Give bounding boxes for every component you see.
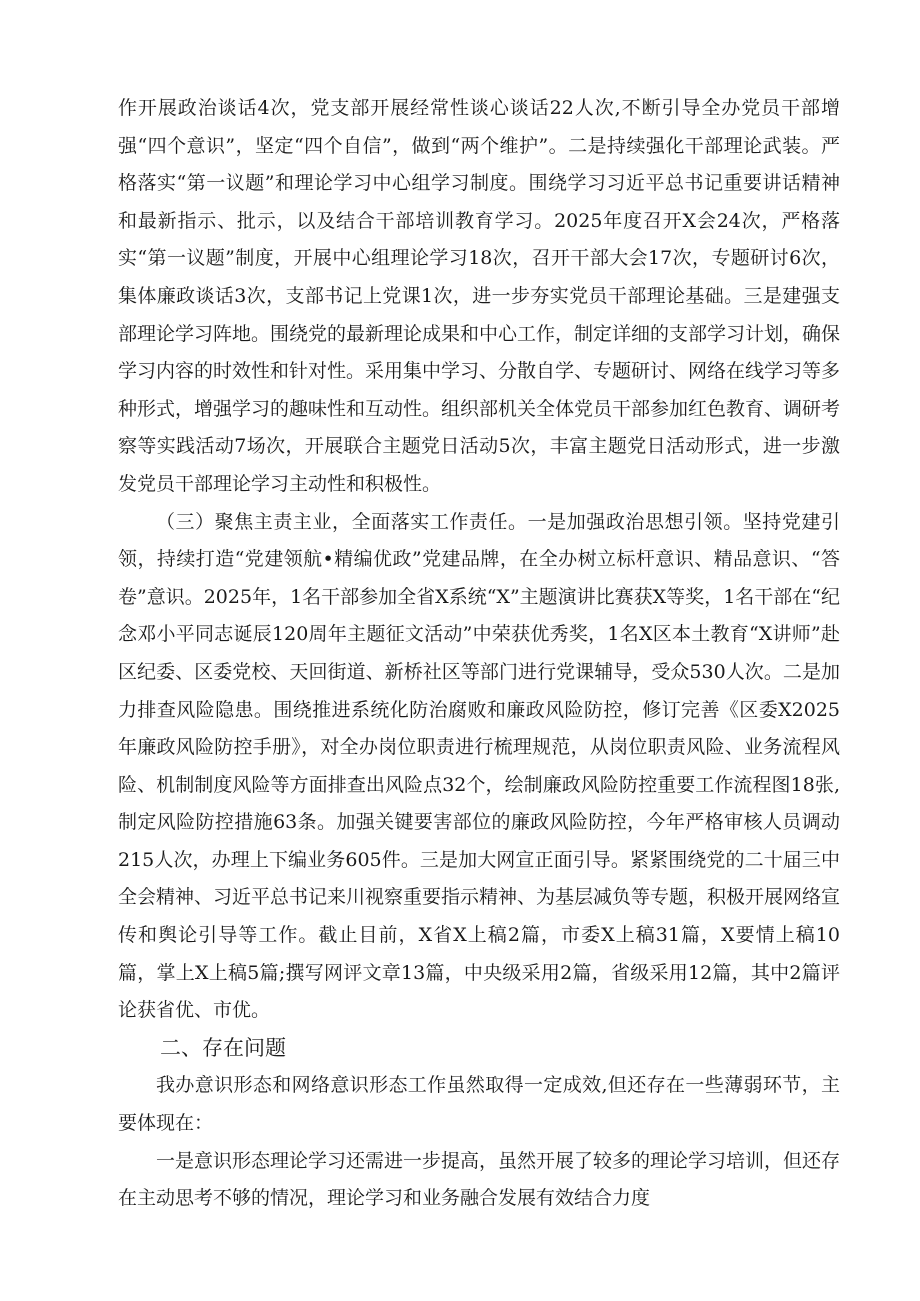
body-paragraph-section-three: （三）聚焦主责主业，全面落实工作责任。一是加强政治思想引领。坚持党建引领，持续打造“党建领航•精编优政”党建品牌，在全办树立标杆意识、精品意识、“答卷”意识。2025年，1名干部参加全省X系统“X”主题演讲比赛获X等奖，1名干部在“纪念邓小平同志诞辰120周年主题征文活动”中荣获优秀奖，1名X区本土教育“X讲师”赴区纪委、区委党校、天回街道、新桥社区等部门进行党课辅导，受众530人次。二是加力排查风险隐患。围绕推进系统化防治腐败和廉政风险防控，修订完善《区委X2025年廉政风险防控手册》，对全办岗位职责进行梳理规范，从岗位职责风险、业务流程风险、机制制度风险等方面排查出风险点32个，绘制廉政风险防控重要工作流程图18张,制定风险防控措施63条。加强关键要害部位的廉政风险防控，今年严格审核人员调动215人次，办理上下编业务605件。三是加大网宣正面引导。紧紧围绕党的二十届三中全会精神、习近平总书记来川视察重要指示精神、为基层减负等专题，积极开展网络宣传和舆论引导等工作。截止目前，X省X上稿2篇，市委X上稿31篇，X要情上稿10篇，掌上X上稿5篇;撰写网评文章13篇，中央级采用2篇，省级采用12篇，其中2篇评论获省优、市优。 [118, 510, 841, 1022]
body-paragraph-problems-intro: 我办意识形态和网络意识形态工作虽然取得一定成效,但还存在一些薄弱环节，主要体现在： [118, 1074, 840, 1135]
document-page [118, 90, 840, 1218]
body-paragraph-political-talks: 作开展政治谈话4次，党支部开展经常性谈心谈话22人次,不断引导全办党员干部增强“四个意识”，坚定“四个自信”，做到“两个维护”。二是持续强化干部理论武装。严格落实“第一议题”和理论学习中心组学习制度。围绕学习习近平总书记重要讲话精神和最新指示、批示，以及结合干部培训教育学习。2025年度召开X会24次，严格落实“第一议题”制度，开展中心组理论学习18次，召开干部大会17次，专题研讨6次，集体廉政谈话3次，支部书记上党课1次，进一步夯实党员干部理论基础。三是建强支部理论学习阵地。围绕党的最新理论成果和中心工作，制定详细的支部学习计划，确保学习内容的时效性和针对性。采用集中学习、分散自学、专题研讨、网络在线学习等多种形式，增强学习的趣味性和互动性。组织部机关全体党员干部参加红色教育、调研考察等实践活动7场次，开展联合主题党日活动5次，丰富主题党日活动形式，进一步激发党员干部理论学习主动性和积极性。 [118, 97, 841, 495]
section-heading-problems: 二、存在问题 [160, 1035, 286, 1060]
body-paragraph-problem-one: 一是意识形态理论学习还需进一步提高，虽然开展了较多的理论学习培训，但还存在主动思考不够的情况，理论学习和业务融合发展有效结合力度 [118, 1149, 841, 1210]
